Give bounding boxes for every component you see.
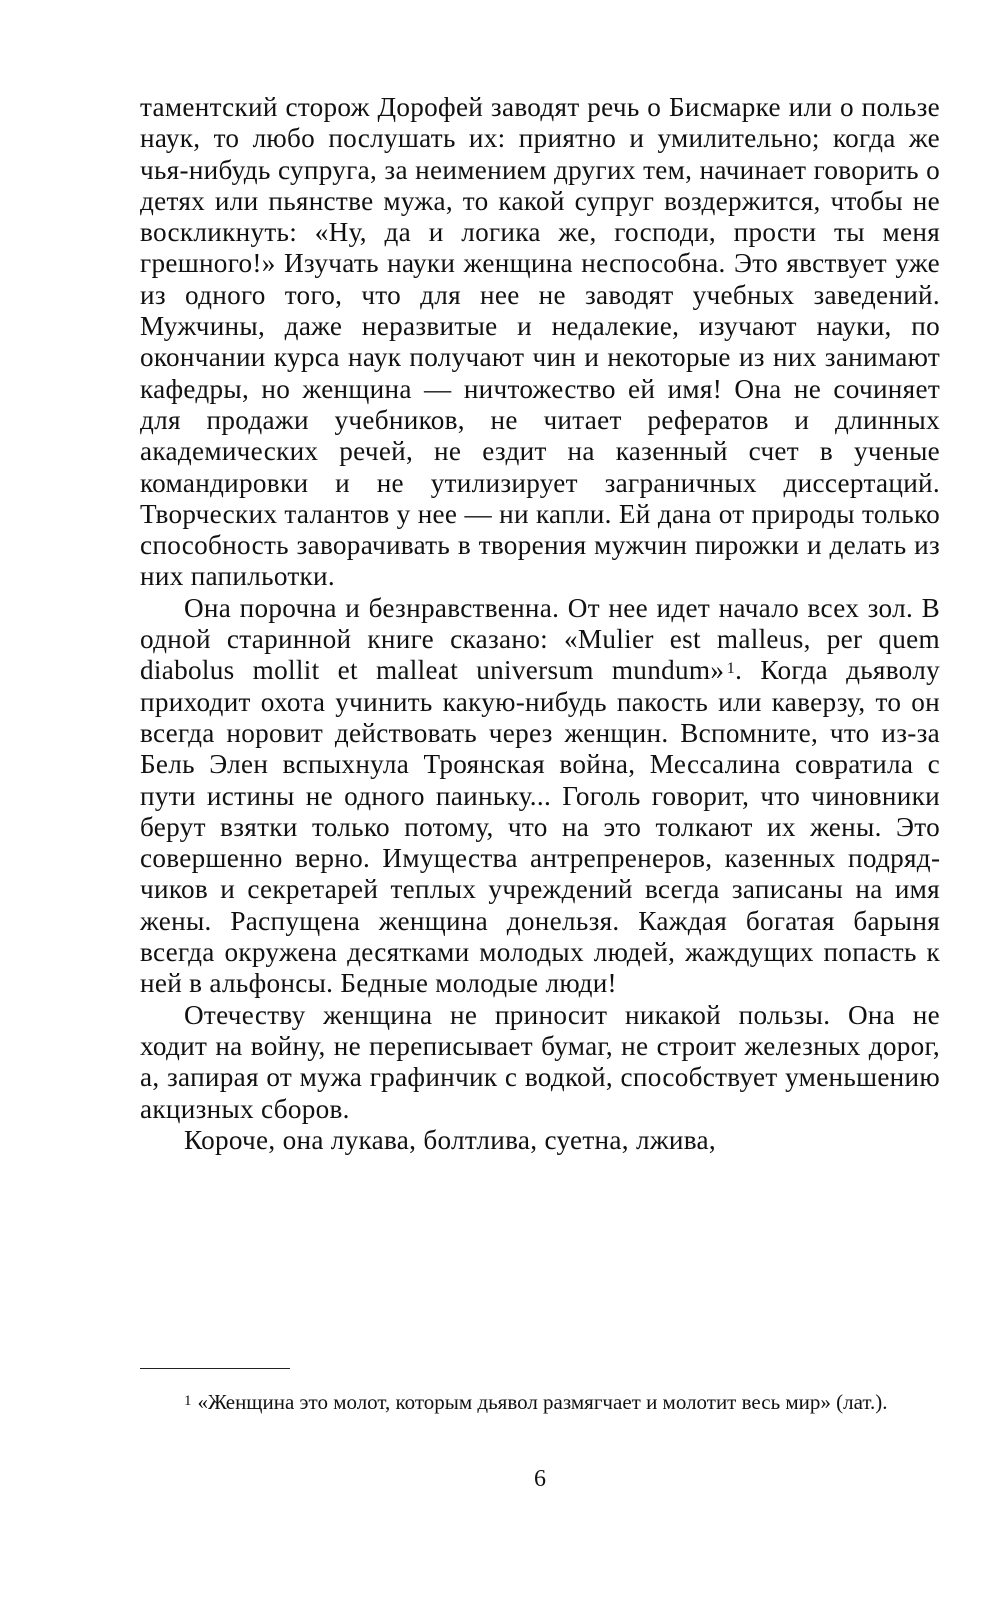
paragraph-1: таментский сторож Дорофей заводят речь о Бисмарке или о пользе наук, то любо послушать их: приятно и умилительно; когда же чья-нибудь супруга, за неимением других тем, начинает говорить о детях или пьянстве мужа, то какой супруг воздержится, чтобы не воскликнуть: «Ну, да и логика же, господи, прости ты меня грешного!» Изучать науки женщина неспособна. Это явствует уже из одного того, что для нее не заводят учебных заведений. Мужчины, даже неразвитые и недалекие, изучают науки, по окончании курса наук получают чин и некоторые из них занимают кафедры, но женщина — ничтожество ей имя! Она не сочиняет для продажи учебников, не читает рефератов и длинных академических речей, не ездит на казенный счет в ученые командировки и не утилизирует заграничных диссертаций. Творческих талантов у нее — ни капли. Ей дана от природы только способность заворачивать в творения мужчин пирожки и делать из них папильотки. <box>140 92 940 592</box>
page-number: 6 <box>534 1466 546 1492</box>
paragraph-2-text: Она порочна и безнравственна. От нее идет начало всех зол. В одной старинной книге сказано: «Mulier est malleus, per quem diabolus mollit et malleat universum mundum» <box>140 592 940 686</box>
footnote-mark: 1 <box>184 1393 192 1409</box>
footnote-reference: 1 <box>726 660 736 678</box>
page-body <box>140 92 940 1156</box>
paragraph-2-continuation: Когда дьяволу приходит охота учинить какую-нибудь пакость или каверзу, то он всегда норовит действовать через женщин. Вспомните, что из-за Бель Элен вспыхнула Троянская война, Мессалина совратила с пути истины не одного паиньку... Гоголь говорит, что чиновники берут взятки только потому, что на это толкают их жены. Это совершенно верно. Имущества антрепренеров, казенных подрядчиков и секретарей теплых учреждений всегда записаны на имя жены. Распущена женщина донельзя. Каждая богатая барыня всегда окружена десятками молодых людей, жаждущих попасть к ней в альфонсы. Бедные молодые люди! <box>140 655 940 999</box>
footnote <box>140 1388 940 1417</box>
paragraph-4: Короче, она лукава, болтлива, суетна, лжива, <box>184 1124 717 1155</box>
paragraph-3: Отечеству женщина не приносит никакой пользы. Она не ходит на войну, не переписывает бумаг, не строит железных дорог, а, запирая от мужа графинчик с водкой, способствует уменьшению акцизных сборов. <box>140 999 940 1124</box>
footnote-divider <box>140 1368 290 1369</box>
footnote-text: «Женщина это молот, которым дьявол размягчает и молотит весь мир» (лат.). <box>197 1390 888 1414</box>
paragraph-2: Она порочна и безнравственна. От нее идет начало всех зол. В одной старинной книге сказано: «Mulier est malleus, per quem diabolus mollit et malleat universum mundum» $^1$. Когда дьяволу приходит охота учинить какую-нибудь пакость или каверзу, то он всегда норовит действовать через женщин. Вспомните, что из-за Бель Элен вспыхнула Троянская война, Мессалина совратила с пути истины не одного паиньку... Гоголь говорит, что чиновники берут взятки только потому, что на это толкают их жены. Это совершенно верно. Имущества антрепренеров, казенных подрядчиков и секретарей теплых учреждений всегда записаны на имя жены. Распущена женщина донельзя. Каждая богатая барыня всегда окружена десятками молодых людей, жаждущих попасть к ней в альфонсы. Бедные молодые люди! <box>140 592 940 999</box>
